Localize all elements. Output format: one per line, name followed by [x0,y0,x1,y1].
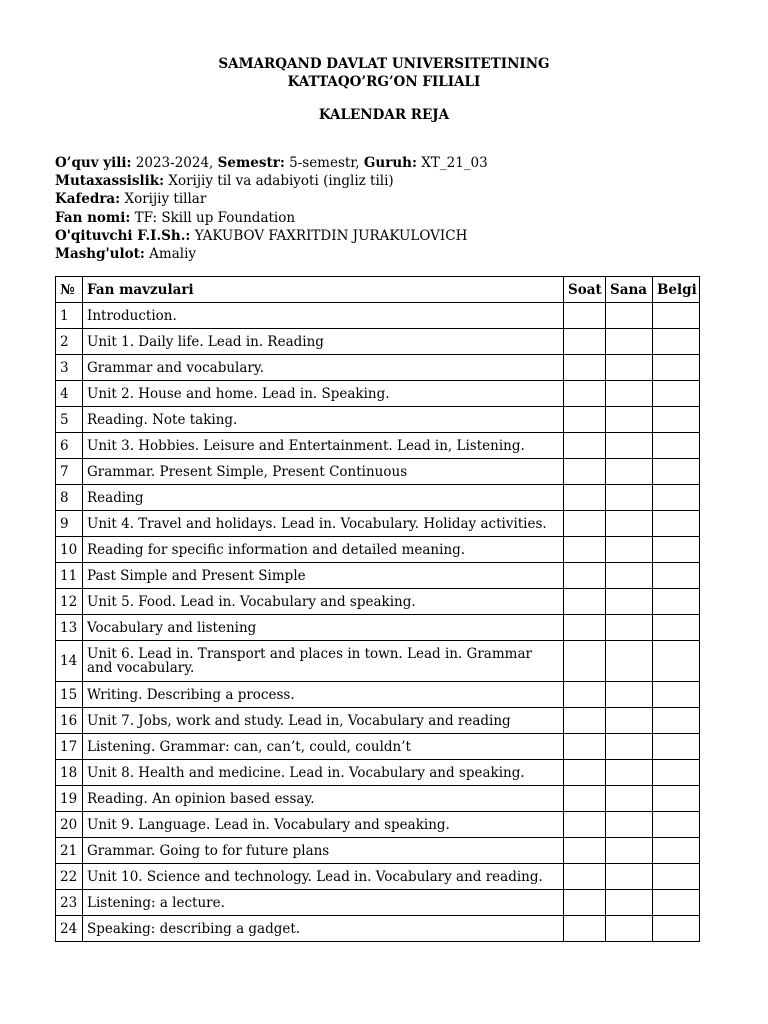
semester-label: Semestr: [217,155,285,171]
row-date-cell [606,459,653,485]
row-date-cell [606,355,653,381]
table-row [56,615,700,641]
row-date-cell [606,734,653,760]
table-row [56,303,700,329]
row-number: 19 [56,786,83,812]
row-mark-cell [653,890,700,916]
row-hours-cell [564,303,606,329]
row-hours-cell [564,615,606,641]
row-mark-cell [653,537,700,563]
row-number: 1 [56,303,83,329]
row-mark-cell [653,760,700,786]
row-topic: Grammar. Present Simple, Present Continuous [83,459,564,485]
table-row [56,734,700,760]
row-topic: Reading. An opinion based essay. [83,786,564,812]
row-mark-cell [653,459,700,485]
row-number: 22 [56,864,83,890]
row-date-cell [606,682,653,708]
row-number: 23 [56,890,83,916]
schedule-table [55,276,700,942]
row-topic: Unit 8. Health and medicine. Lead in. Vocabulary and speaking. [83,760,564,786]
subject-label: Fan nomi: [55,209,131,226]
row-date-cell [606,433,653,459]
row-hours-cell [564,355,606,381]
row-topic: Introduction. [83,303,564,329]
row-number: 5 [56,407,83,433]
row-mark-cell [653,433,700,459]
department-value: Xorijiy tillar [124,191,207,208]
header-hours: Soat [564,277,606,303]
row-topic: Unit 9. Language. Lead in. Vocabulary and speaking. [83,812,564,838]
subject-value: TF: Skill up Foundation [134,209,296,226]
row-topic: Unit 4. Travel and holidays. Lead in. Vocabulary. Holiday activities. [83,511,564,537]
row-mark-cell [653,303,700,329]
row-hours-cell [564,890,606,916]
row-number: 2 [56,329,83,355]
table-row [56,407,700,433]
row-number: 10 [56,537,83,563]
row-hours-cell [564,589,606,615]
row-topic: Unit 5. Food. Lead in. Vocabulary and speaking. [83,589,564,615]
row-hours-cell [564,563,606,589]
row-mark-cell [653,407,700,433]
row-date-cell [606,786,653,812]
row-topic: Unit 10. Science and technology. Lead in. Vocabulary and reading. [83,864,564,890]
header-topics: Fan mavzulari [83,277,564,303]
row-date-cell [606,589,653,615]
row-mark-cell [653,355,700,381]
row-number: 16 [56,708,83,734]
row-number: 14 [56,641,83,682]
row-topic: Listening. Grammar: can, can’t, could, couldn’t [83,734,564,760]
row-number: 15 [56,682,83,708]
row-mark-cell [653,589,700,615]
row-topic: Grammar and vocabulary. [83,355,564,381]
table-header-row [56,277,700,303]
table-row [56,329,700,355]
row-number: 4 [56,381,83,407]
row-mark-cell [653,329,700,355]
meta-line-year [55,154,488,172]
row-hours-cell [564,329,606,355]
table-row [56,708,700,734]
specialty-label: Mutaxassislik: [55,173,165,190]
row-date-cell [606,329,653,355]
row-topic: Writing. Describing a process. [83,682,564,708]
row-mark-cell [653,563,700,589]
year-label: O’quv yili: [55,155,132,171]
row-date-cell [606,303,653,329]
row-hours-cell [564,641,606,682]
table-row [56,641,700,682]
branch-name: KATTAQO’RG’ON FILIALI [287,74,481,90]
teacher-label: O'qituvchi F.I.Sh.: [55,227,191,244]
table-row [56,916,700,942]
course-info [55,154,488,263]
row-hours-cell [564,381,606,407]
table-row [56,485,700,511]
row-date-cell [606,537,653,563]
row-number: 13 [56,615,83,641]
row-topic: Listening: a lecture. [83,890,564,916]
row-date-cell [606,641,653,682]
row-hours-cell [564,838,606,864]
table-body [56,303,700,942]
row-hours-cell [564,786,606,812]
row-number: 8 [56,485,83,511]
table-row [56,812,700,838]
row-mark-cell [653,381,700,407]
meta-line-teacher [55,227,488,245]
row-date-cell [606,485,653,511]
row-date-cell [606,864,653,890]
row-hours-cell [564,511,606,537]
table-row [56,838,700,864]
row-topic: Unit 6. Lead in. Transport and places in town. Lead in. Grammar and vocabulary. [83,641,564,682]
row-hours-cell [564,459,606,485]
row-topic: Speaking: describing a gadget. [83,916,564,942]
header-number: № [56,277,83,303]
table-row [56,890,700,916]
row-mark-cell [653,838,700,864]
document-title: KALENDAR REJA [318,107,450,123]
meta-line-subject [55,209,488,227]
group-label: Guruh: [363,155,417,171]
table-row [56,433,700,459]
row-topic: Vocabulary and listening [83,615,564,641]
row-date-cell [606,381,653,407]
table-row [56,589,700,615]
row-hours-cell [564,760,606,786]
row-hours-cell [564,682,606,708]
row-number: 17 [56,734,83,760]
meta-line-department [55,190,488,208]
row-topic: Grammar. Going to for future plans [83,838,564,864]
row-number: 21 [56,838,83,864]
row-number: 18 [56,760,83,786]
row-hours-cell [564,734,606,760]
row-mark-cell [653,641,700,682]
row-hours-cell [564,407,606,433]
group-value: XT_21_03 [421,155,488,171]
row-mark-cell [653,812,700,838]
meta-line-specialty [55,172,488,190]
row-topic: Unit 7. Jobs, work and study. Lead in, Vocabulary and reading [83,708,564,734]
row-mark-cell [653,708,700,734]
row-mark-cell [653,682,700,708]
table-row [56,682,700,708]
row-mark-cell [653,485,700,511]
table-row [56,355,700,381]
table-row [56,381,700,407]
university-name: SAMARQAND DAVLAT UNIVERSITETINING [218,56,550,72]
row-mark-cell [653,786,700,812]
row-date-cell [606,708,653,734]
row-hours-cell [564,433,606,459]
row-mark-cell [653,864,700,890]
lesson-value: Amaliy [149,246,197,263]
lesson-label: Mashg'ulot: [55,246,145,263]
row-date-cell [606,812,653,838]
row-date-cell [606,890,653,916]
row-date-cell [606,760,653,786]
row-number: 24 [56,916,83,942]
row-hours-cell [564,864,606,890]
teacher-value: YAKUBOV FAXRITDIN JURAKULOVICH [194,227,468,244]
row-date-cell [606,838,653,864]
department-label: Kafedra: [55,191,121,208]
row-number: 9 [56,511,83,537]
meta-line-lesson [55,245,488,263]
row-hours-cell [564,485,606,511]
row-topic: Unit 1. Daily life. Lead in. Reading [83,329,564,355]
row-topic: Unit 3. Hobbies. Leisure and Entertainment. Lead in, Listening. [83,433,564,459]
row-topic: Reading for specific information and detailed meaning. [83,537,564,563]
year-value: 2023-2024, [135,155,214,171]
row-hours-cell [564,708,606,734]
row-date-cell [606,563,653,589]
row-number: 11 [56,563,83,589]
row-topic: Unit 2. House and home. Lead in. Speaking. [83,381,564,407]
row-date-cell [606,511,653,537]
row-date-cell [606,615,653,641]
row-number: 12 [56,589,83,615]
row-date-cell [606,407,653,433]
row-mark-cell [653,916,700,942]
row-hours-cell [564,537,606,563]
semester-value: 5-semestr, [289,155,360,171]
row-mark-cell [653,511,700,537]
table-row [56,760,700,786]
row-hours-cell [564,812,606,838]
table-row [56,459,700,485]
row-topic: Reading. Note taking. [83,407,564,433]
row-number: 6 [56,433,83,459]
row-hours-cell [564,916,606,942]
row-number: 7 [56,459,83,485]
row-number: 20 [56,812,83,838]
table-row [56,786,700,812]
row-topic: Reading [83,485,564,511]
specialty-value: Xorijiy til va adabiyoti (ingliz tili) [168,173,394,190]
row-topic: Past Simple and Present Simple [83,563,564,589]
header-mark: Belgi [653,277,700,303]
table-row [56,864,700,890]
table-row [56,563,700,589]
table-row [56,511,700,537]
row-number: 3 [56,355,83,381]
header-date: Sana [606,277,653,303]
row-mark-cell [653,734,700,760]
row-date-cell [606,916,653,942]
table-row [56,537,700,563]
row-mark-cell [653,615,700,641]
